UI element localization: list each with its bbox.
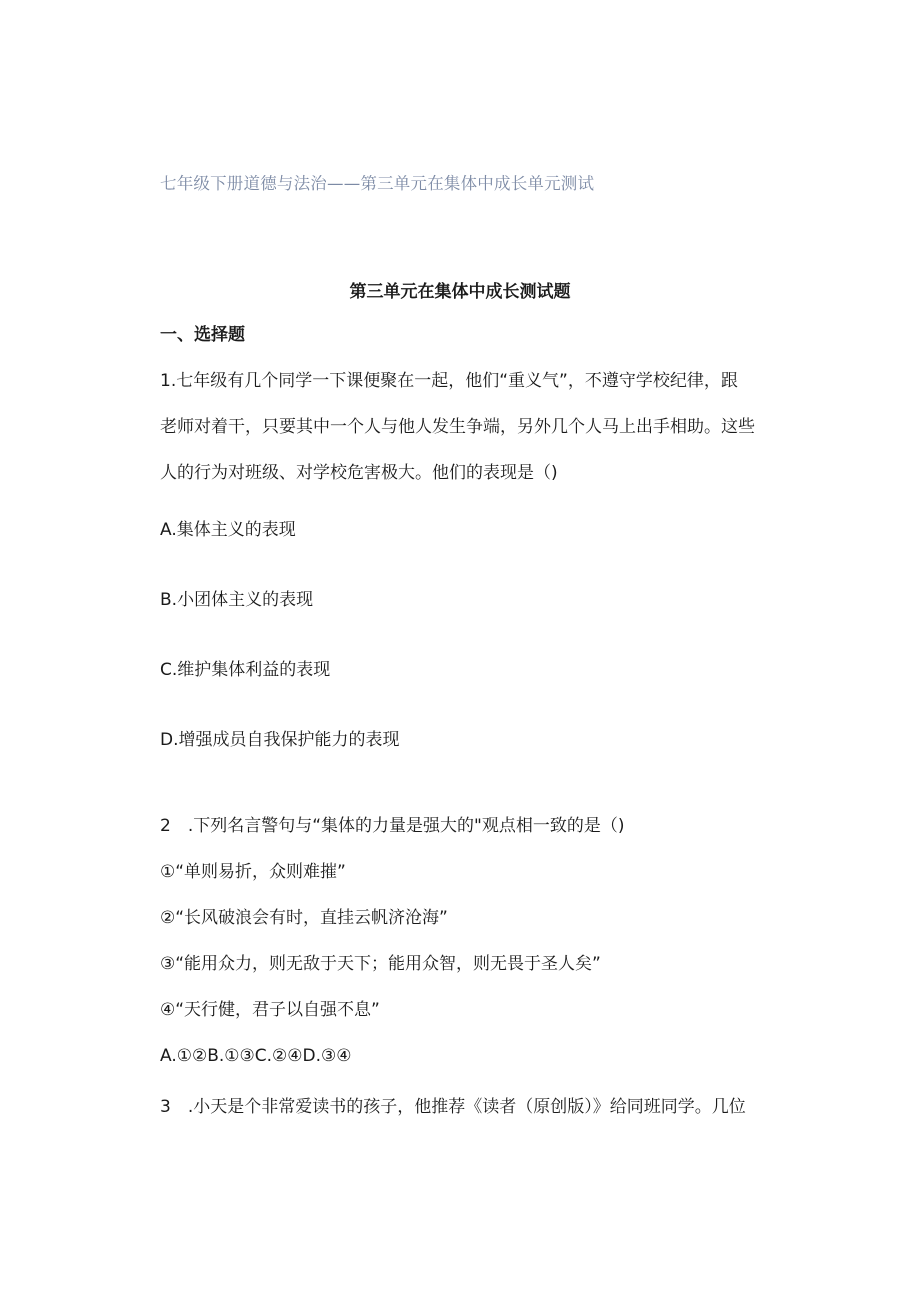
question-2-item-3: ③“能用众力，则无敌于天下；能用众智，则无畏于圣人矣” — [160, 954, 601, 974]
question-1-option-b: B.小团体主义的表现 — [160, 590, 314, 610]
question-3-stem: 3 .小天是个非常爱读书的孩子，他推荐《读者（原创版）》给同班同学。几位 — [160, 1097, 746, 1117]
question-2-stem: 2 .下列名言警句与“集体的力量是强大的"观点相一致的是（) — [160, 816, 625, 836]
question-1-line-2: 老师对着干，只要其中一个人与他人发生争端，另外几个人马上出手相助。这些 — [160, 417, 755, 437]
question-2-item-1: ①“单则易折，众则难摧” — [160, 862, 346, 882]
question-1-option-c: C.维护集体利益的表现 — [160, 660, 331, 680]
question-1-option-d: D.增强成员自我保护能力的表现 — [160, 730, 400, 750]
question-2-options: A.①②B.①③C.②④D.③④ — [160, 1046, 352, 1066]
document-title: 第三单元在集体中成长测试题 — [349, 282, 571, 302]
question-1-line-3: 人的行为对班级、对学校危害极大。他们的表现是（) — [160, 463, 558, 483]
document-header-title: 七年级下册道德与法治——第三单元在集体中成长单元测试 — [160, 174, 595, 193]
question-2-item-2: ②“长风破浪会有时，直挂云帆济沧海” — [160, 908, 448, 928]
question-1-line-1: 1.七年级有几个同学一下课便聚在一起，他们“重义气”，不遵守学校纪律，跟 — [160, 371, 738, 391]
section-heading: 一、选择题 — [160, 325, 245, 345]
question-1-option-a: A.集体主义的表现 — [160, 520, 296, 540]
question-2-item-4: ④“天行健，君子以自强不息” — [160, 1000, 380, 1020]
